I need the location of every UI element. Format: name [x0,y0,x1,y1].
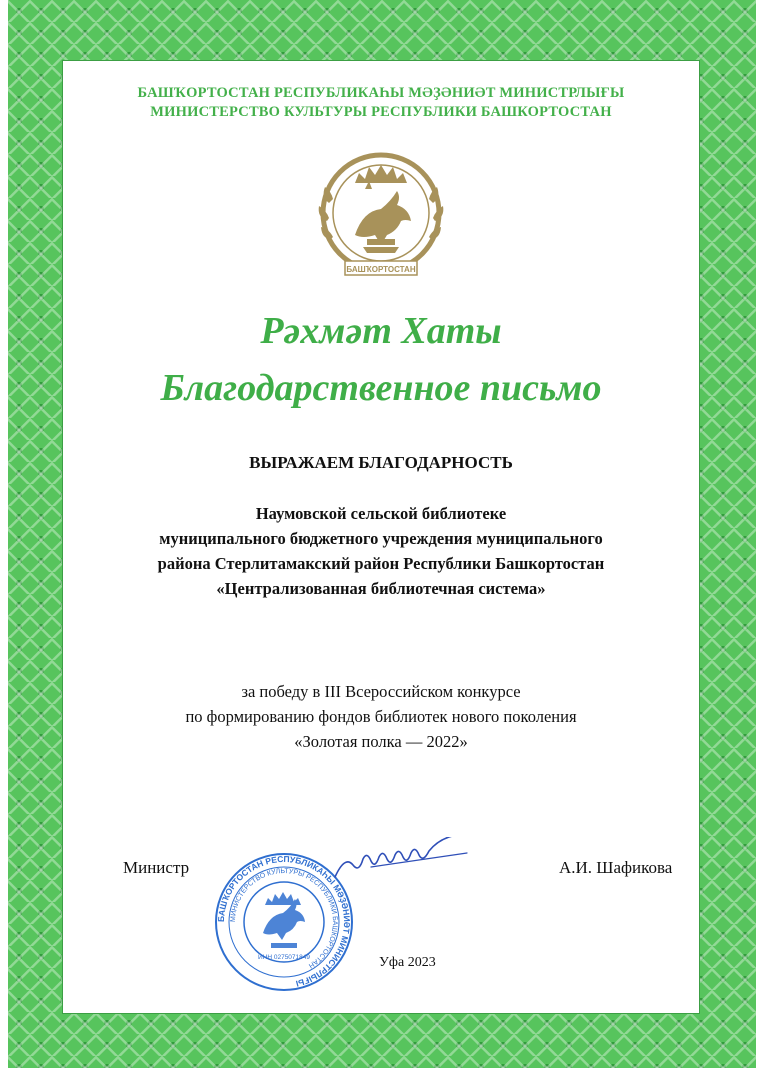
signatory-name: А.И. Шафикова [559,858,673,877]
emblem-label: БАШҠОРТОСТАН [346,265,416,274]
recipient-line: «Централизованная библиотечная система» [216,579,546,598]
reason-line: по формированию фондов библиотек нового поколения [185,707,577,726]
title-russian: Благодарственное письмо [160,367,602,409]
title-bashkir: Рәхмәт Хаты [260,310,502,352]
place-date: Уфа 2023 [379,955,436,970]
ministry-name-bashkir: БАШҠОРТОСТАН РЕСПУБЛИКАҺЫ МӘҘӘНИӘТ МИНИСТРЛЫҒЫ [137,85,625,101]
stamp-outer-text: БАШҠОРТОСТАН РЕСПУБЛИКАҺЫ МӘҘӘНИӘТ МИНИСТРЛЫҒЫ [215,853,353,989]
ministry-name-russian: МИНИСТЕРСТВО КУЛЬТУРЫ РЕСПУБЛИКИ БАШКОРТОСТАН [150,104,612,120]
thanks-heading: ВЫРАЖАЕМ БЛАГОДАРНОСТЬ [249,453,513,472]
recipient-line: района Стерлитамакский район Республики Башкортостан [157,554,605,573]
reason-line: «Золотая полка — 2022» [294,732,468,751]
coat-of-arms-emblem [307,143,455,291]
handwritten-signature [331,837,491,887]
certificate-body [62,60,700,1014]
recipient-line: муниципального бюджетного учреждения муниципального [159,529,603,548]
recipient-line: Наумовской сельской библиотеке [255,504,507,523]
stamp-inn: ИНН 0275071849 [257,954,311,961]
signatory-position: Министр [123,858,190,877]
reason-line: за победу в III Всероссийском конкурсе [241,682,521,701]
stamp-inner-text: МИНИСТЕРСТВО КУЛЬТУРЫ РЕСПУБЛИКИ БАШКОРТОСТАН [229,867,339,969]
recipient-block [63,501,699,601]
reason-block [63,679,699,754]
